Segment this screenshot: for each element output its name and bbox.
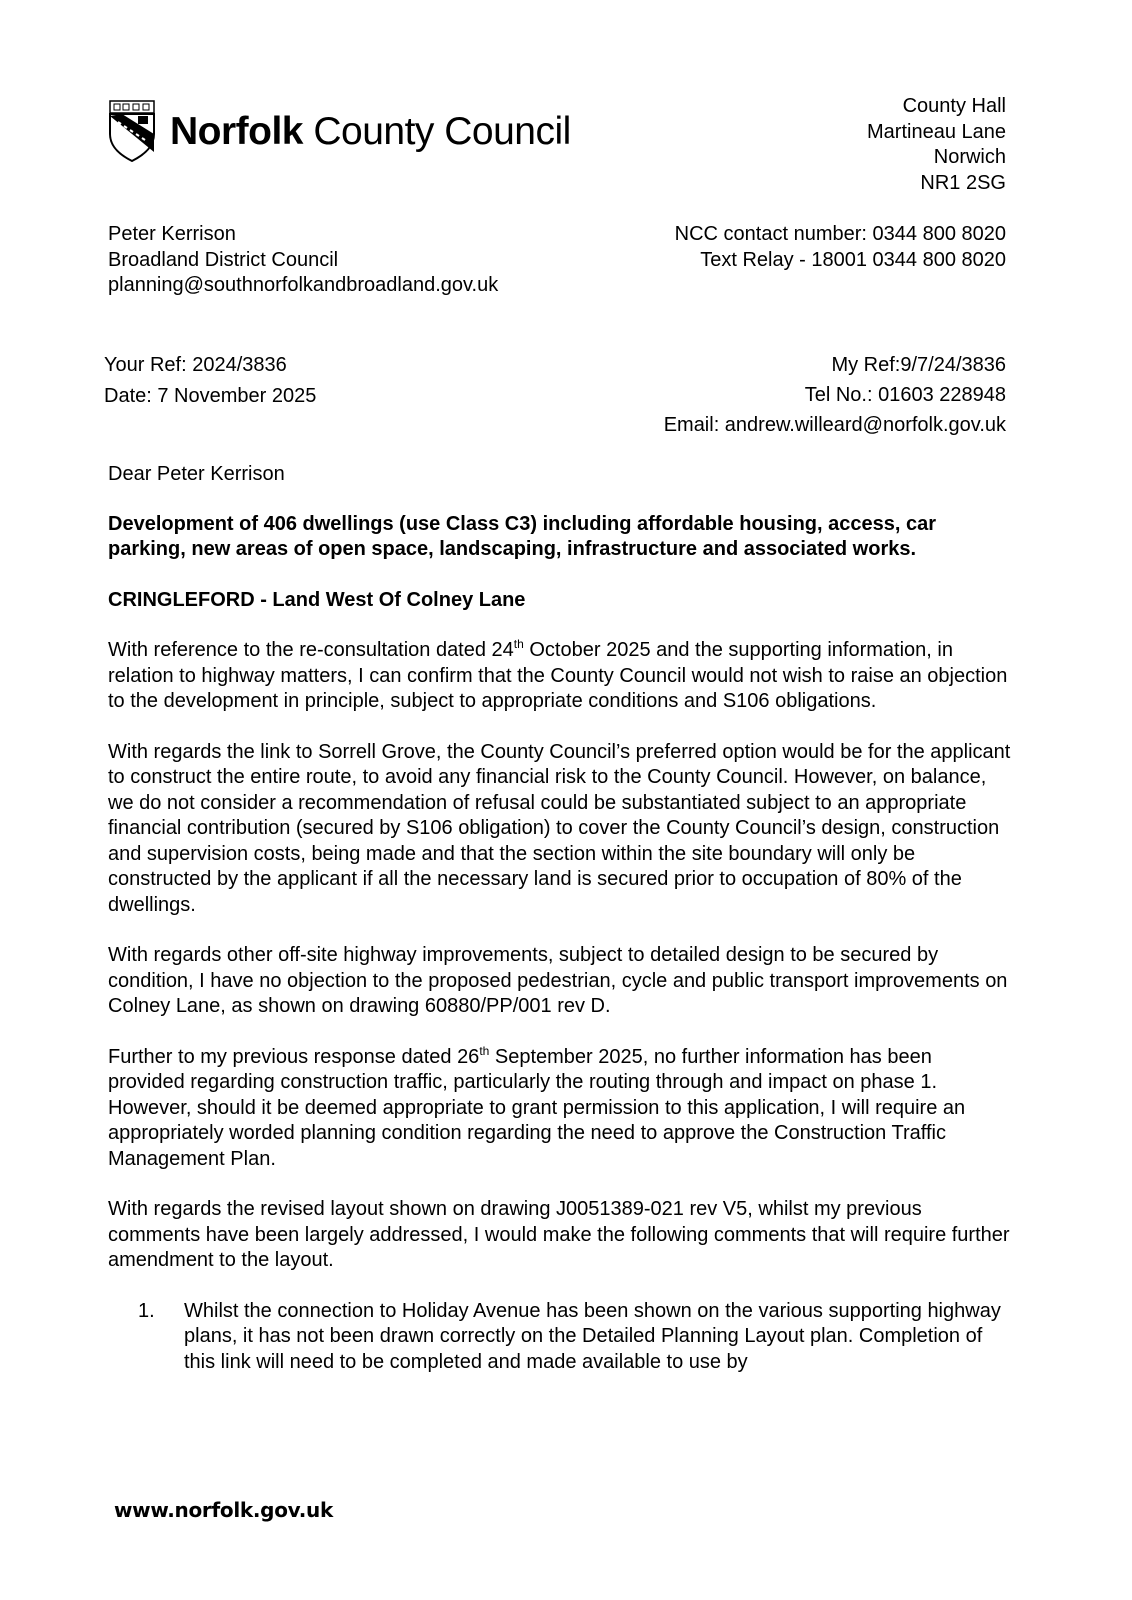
ncc-contact-number: NCC contact number: 0344 800 8020 — [674, 223, 1006, 245]
recipient-block — [108, 222, 498, 299]
contact-block — [675, 222, 1006, 273]
address-line: County Hall — [902, 95, 1006, 117]
paragraph-1: With reference to the re-consultation dated 24th October 2025 and the supporting information, in relation to highway matters, I can confirm that the County Council would not wish to raise an objection to the development in principle, subject to appropriate conditions and S106 obligations. — [108, 637, 1008, 712]
letter-body — [108, 462, 1014, 1375]
recipient-name: Peter Kerrison — [108, 223, 236, 245]
text-relay-number: Text Relay - 18001 0344 800 8020 — [700, 248, 1006, 271]
list-text: Whilst the connection to Holiday Avenue has been shown on the various supporting highway plans, it has not been drawn correctly on the Detailed Planning Layout plan. Completion of this link will need to be completed and made available to use by — [184, 1299, 1001, 1373]
location-heading: CRINGLEFORD - Land West Of Colney Lane — [108, 588, 526, 611]
tel-number: Tel No.: 01603 228948 — [804, 384, 1006, 406]
references-left — [104, 350, 316, 412]
address-line: NR1 2SG — [920, 171, 1006, 194]
recipient-organisation: Broadland District Council — [108, 248, 339, 271]
list-item — [108, 1299, 1014, 1376]
paragraph-5: With regards the revised layout shown on drawing J0051389-021 rev V5, whilst my previous comments have been largely addressed, I would make the following comments that will require further amendment to the layout. — [108, 1198, 1010, 1271]
shield-crest-icon — [108, 100, 156, 162]
council-name: Norfolk County Council — [170, 109, 571, 153]
council-logo — [108, 96, 571, 166]
paragraph-3: With regards other off-site highway improvements, subject to detailed design to be secured by condition, I have no objection to the proposed pedestrian, cycle and public transport improvements on Colney Lane, as shown on drawing 60880/PP/001 rev D. — [108, 944, 1008, 1017]
salutation: Dear Peter Kerrison — [108, 463, 285, 485]
council-address — [867, 94, 1006, 196]
letter-date: Date: 7 November 2025 — [104, 385, 317, 407]
your-ref: Your Ref: 2024/3836 — [104, 354, 287, 376]
my-ref: My Ref:9/7/24/3836 — [831, 354, 1006, 376]
list-number: 1. — [138, 1299, 155, 1322]
paragraph-4: Further to my previous response dated 26th September 2025, no further information has been provided regarding construction traffic, particularly the routing through and impact on phase 1. However, should it be deemed appropriate to grant permission to this application, I will require an appropriately worded planning condition regarding the need to approve the Construction Traffic Management Plan. — [108, 1043, 966, 1170]
paragraph-2: With regards the link to Sorrell Grove, the County Council’s preferred option would be for the applicant to construct the entire route, to avoid any financial risk to the County Council. However, on balance, we do not consider a recommendation of refusal could be substantiated subject to an appropriate financial contribution (secured by S106 obligation) to cover the County Council’s design, construction and supervision costs, being made and that the section within the site boundary will only be constructed by the applicant if all the necessary land is secured prior to occupation of 80% of the dwellings. — [108, 740, 1011, 916]
footer-website: www.norfolk.gov.uk — [114, 1498, 333, 1522]
recipient-email: planning@southnorfolkandbroadland.gov.uk — [108, 274, 499, 296]
references-right — [664, 350, 1006, 440]
address-line: Martineau Lane — [867, 120, 1006, 143]
address-line: Norwich — [933, 146, 1006, 168]
subject-heading: Development of 406 dwellings (use Class C3) including affordable housing, access, car parking, new areas of open space, landscaping, infrastructure and associated works. — [108, 512, 936, 560]
officer-email: Email: andrew.willeard@norfolk.gov.uk — [663, 414, 1006, 436]
